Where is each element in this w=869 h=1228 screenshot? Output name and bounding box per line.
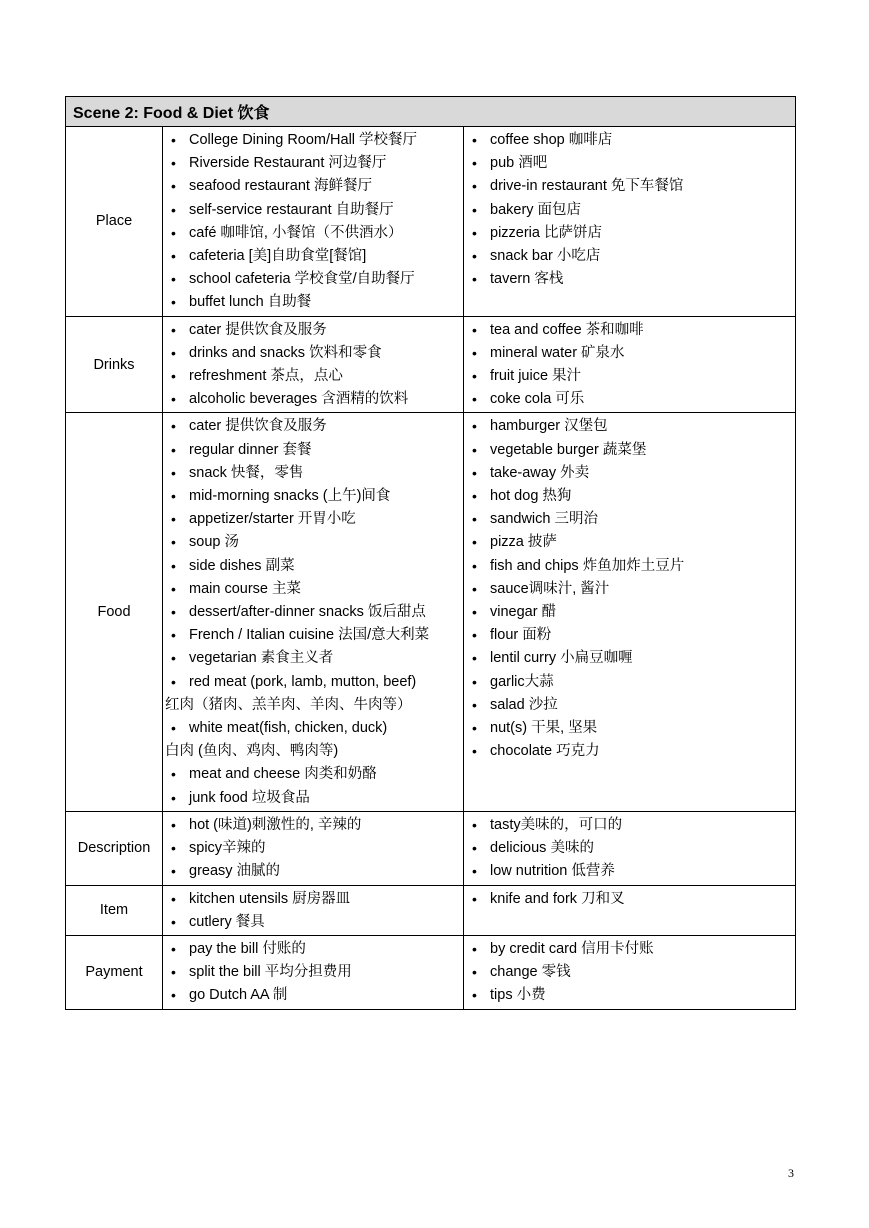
list-item: • cutlery 餐具 xyxy=(163,911,463,934)
list-item: • refreshment 茶点，点心 xyxy=(163,365,463,388)
left-terms-cell xyxy=(163,127,464,317)
table-title: Scene 2: Food & Diet 饮食 xyxy=(66,97,796,127)
term-list xyxy=(163,127,463,316)
list-item: • white meat(fish, chicken, duck) xyxy=(163,717,463,740)
list-item: • buffet lunch 自助餐 xyxy=(163,291,463,314)
term-list xyxy=(163,413,463,810)
category-label: Description xyxy=(66,811,163,885)
list-item: • seafood restaurant 海鲜餐厅 xyxy=(163,175,463,198)
table-row-description xyxy=(66,811,796,885)
list-item: • hamburger 汉堡包 xyxy=(464,415,795,438)
list-item-continuation: 白肉 (鱼肉、鸡肉、鸭肉等) xyxy=(165,743,339,760)
list-item: • junk food 垃圾食品 xyxy=(163,787,463,810)
right-terms-cell xyxy=(464,316,796,413)
list-item: • cater 提供饮食及服务 xyxy=(163,319,463,342)
list-item: • chocolate 巧克力 xyxy=(464,740,795,763)
list-item: • spicy辛辣的 xyxy=(163,837,463,860)
list-item: • tips 小费 xyxy=(464,984,795,1007)
term-list xyxy=(464,413,795,764)
list-item: • snack 快餐，零售 xyxy=(163,462,463,485)
list-item: • hot dog 热狗 xyxy=(464,485,795,508)
left-terms-cell xyxy=(163,811,464,885)
list-item: • split the bill 平均分担费用 xyxy=(163,961,463,984)
term-list xyxy=(163,317,463,413)
right-terms-cell xyxy=(464,127,796,317)
list-item: • drinks and snacks 饮料和零食 xyxy=(163,342,463,365)
list-item: • College Dining Room/Hall 学校餐厅 xyxy=(163,129,463,152)
list-item: • meat and cheese 肉类和奶酪 xyxy=(163,763,463,786)
left-terms-cell xyxy=(163,935,464,1009)
category-label: Place xyxy=(66,127,163,317)
list-item: • coffee shop 咖啡店 xyxy=(464,129,795,152)
term-list xyxy=(464,127,795,292)
list-item: • knife and fork 刀和叉 xyxy=(464,888,795,911)
list-item: • bakery 面包店 xyxy=(464,199,795,222)
list-item-continuation: 红肉（猪肉、羔羊肉、羊肉、牛肉等） xyxy=(165,696,412,713)
left-terms-cell xyxy=(163,413,464,811)
term-list xyxy=(464,936,795,1009)
list-item: • vegetarian 素食主义者 xyxy=(163,647,463,670)
right-terms-cell xyxy=(464,811,796,885)
list-item: • pub 酒吧 xyxy=(464,152,795,175)
table-row-drinks xyxy=(66,316,796,413)
left-terms-cell xyxy=(163,316,464,413)
list-item: • flour 面粉 xyxy=(464,624,795,647)
list-item: • sandwich 三明治 xyxy=(464,508,795,531)
table-row-item xyxy=(66,885,796,935)
list-item: • delicious 美味的 xyxy=(464,837,795,860)
list-item: • tea and coffee 茶和咖啡 xyxy=(464,319,795,342)
list-item: • snack bar 小吃店 xyxy=(464,245,795,268)
term-list xyxy=(464,812,795,885)
list-item: • greasy 油腻的 xyxy=(163,860,463,883)
list-item: • fish and chips 炸鱼加炸土豆片 xyxy=(464,555,795,578)
right-terms-cell xyxy=(464,885,796,935)
list-item: • Riverside Restaurant 河边餐厅 xyxy=(163,152,463,175)
list-item: • red meat (pork, lamb, mutton, beef) xyxy=(163,671,463,694)
right-terms-cell xyxy=(464,935,796,1009)
list-item: • school cafeteria 学校食堂/自助餐厅 xyxy=(163,268,463,291)
list-item: • change 零钱 xyxy=(464,961,795,984)
list-item: • café 咖啡馆, 小餐馆（不供酒水） xyxy=(163,222,463,245)
list-item: • self-service restaurant 自助餐厅 xyxy=(163,199,463,222)
list-item: • hot (味道)刺激性的, 辛辣的 xyxy=(163,814,463,837)
list-item: • alcoholic beverages 含酒精的饮料 xyxy=(163,388,463,411)
list-item: • mid-morning snacks (上午)间食 xyxy=(163,485,463,508)
list-item: • side dishes 副菜 xyxy=(163,555,463,578)
page-number: 3 xyxy=(788,1166,794,1180)
category-label: Item xyxy=(66,885,163,935)
term-list xyxy=(163,936,463,1009)
list-item: • garlic大蒜 xyxy=(464,671,795,694)
list-item: • cater 提供饮食及服务 xyxy=(163,415,463,438)
list-item: • nut(s) 干果, 坚果 xyxy=(464,717,795,740)
term-list xyxy=(163,812,463,885)
list-item: • regular dinner 套餐 xyxy=(163,439,463,462)
left-terms-cell xyxy=(163,885,464,935)
list-item: • French / Italian cuisine 法国/意大利菜 xyxy=(163,624,463,647)
category-label: Drinks xyxy=(66,316,163,413)
category-label: Food xyxy=(66,413,163,811)
list-item: • vinegar 醋 xyxy=(464,601,795,624)
term-list xyxy=(163,886,463,935)
list-item: • pay the bill 付账的 xyxy=(163,938,463,961)
list-item: • cafeteria [美]自助食堂[餐馆] xyxy=(163,245,463,268)
term-list xyxy=(464,886,795,912)
table-row-payment xyxy=(66,935,796,1009)
list-item: • salad 沙拉 xyxy=(464,694,795,717)
list-item: • take-away 外卖 xyxy=(464,462,795,485)
list-item: • mineral water 矿泉水 xyxy=(464,342,795,365)
table-body xyxy=(66,97,796,1010)
list-item: • soup 汤 xyxy=(163,531,463,554)
list-item: • appetizer/starter 开胃小吃 xyxy=(163,508,463,531)
list-item: • sauce调味汁, 酱汁 xyxy=(464,578,795,601)
list-item: • tavern 客栈 xyxy=(464,268,795,291)
list-item: • drive-in restaurant 免下车餐馆 xyxy=(464,175,795,198)
list-item: • coke cola 可乐 xyxy=(464,388,795,411)
right-terms-cell xyxy=(464,413,796,811)
list-item: • fruit juice 果汁 xyxy=(464,365,795,388)
list-item: • lentil curry 小扁豆咖喱 xyxy=(464,647,795,670)
table-row-food xyxy=(66,413,796,811)
list-item: • tasty美味的，可口的 xyxy=(464,814,795,837)
category-label: Payment xyxy=(66,935,163,1009)
list-item: • vegetable burger 蔬菜堡 xyxy=(464,439,795,462)
table-row-place xyxy=(66,127,796,317)
list-item: • low nutrition 低营养 xyxy=(464,860,795,883)
list-item: • by credit card 信用卡付账 xyxy=(464,938,795,961)
term-list xyxy=(464,317,795,413)
list-item: • main course 主菜 xyxy=(163,578,463,601)
list-item: • pizzeria 比萨饼店 xyxy=(464,222,795,245)
list-item: • kitchen utensils 厨房器皿 xyxy=(163,888,463,911)
vocabulary-table xyxy=(65,96,796,1010)
list-item: • dessert/after-dinner snacks 饭后甜点 xyxy=(163,601,463,624)
title-row xyxy=(66,97,796,127)
list-item: • go Dutch AA 制 xyxy=(163,984,463,1007)
list-item: • pizza 披萨 xyxy=(464,531,795,554)
